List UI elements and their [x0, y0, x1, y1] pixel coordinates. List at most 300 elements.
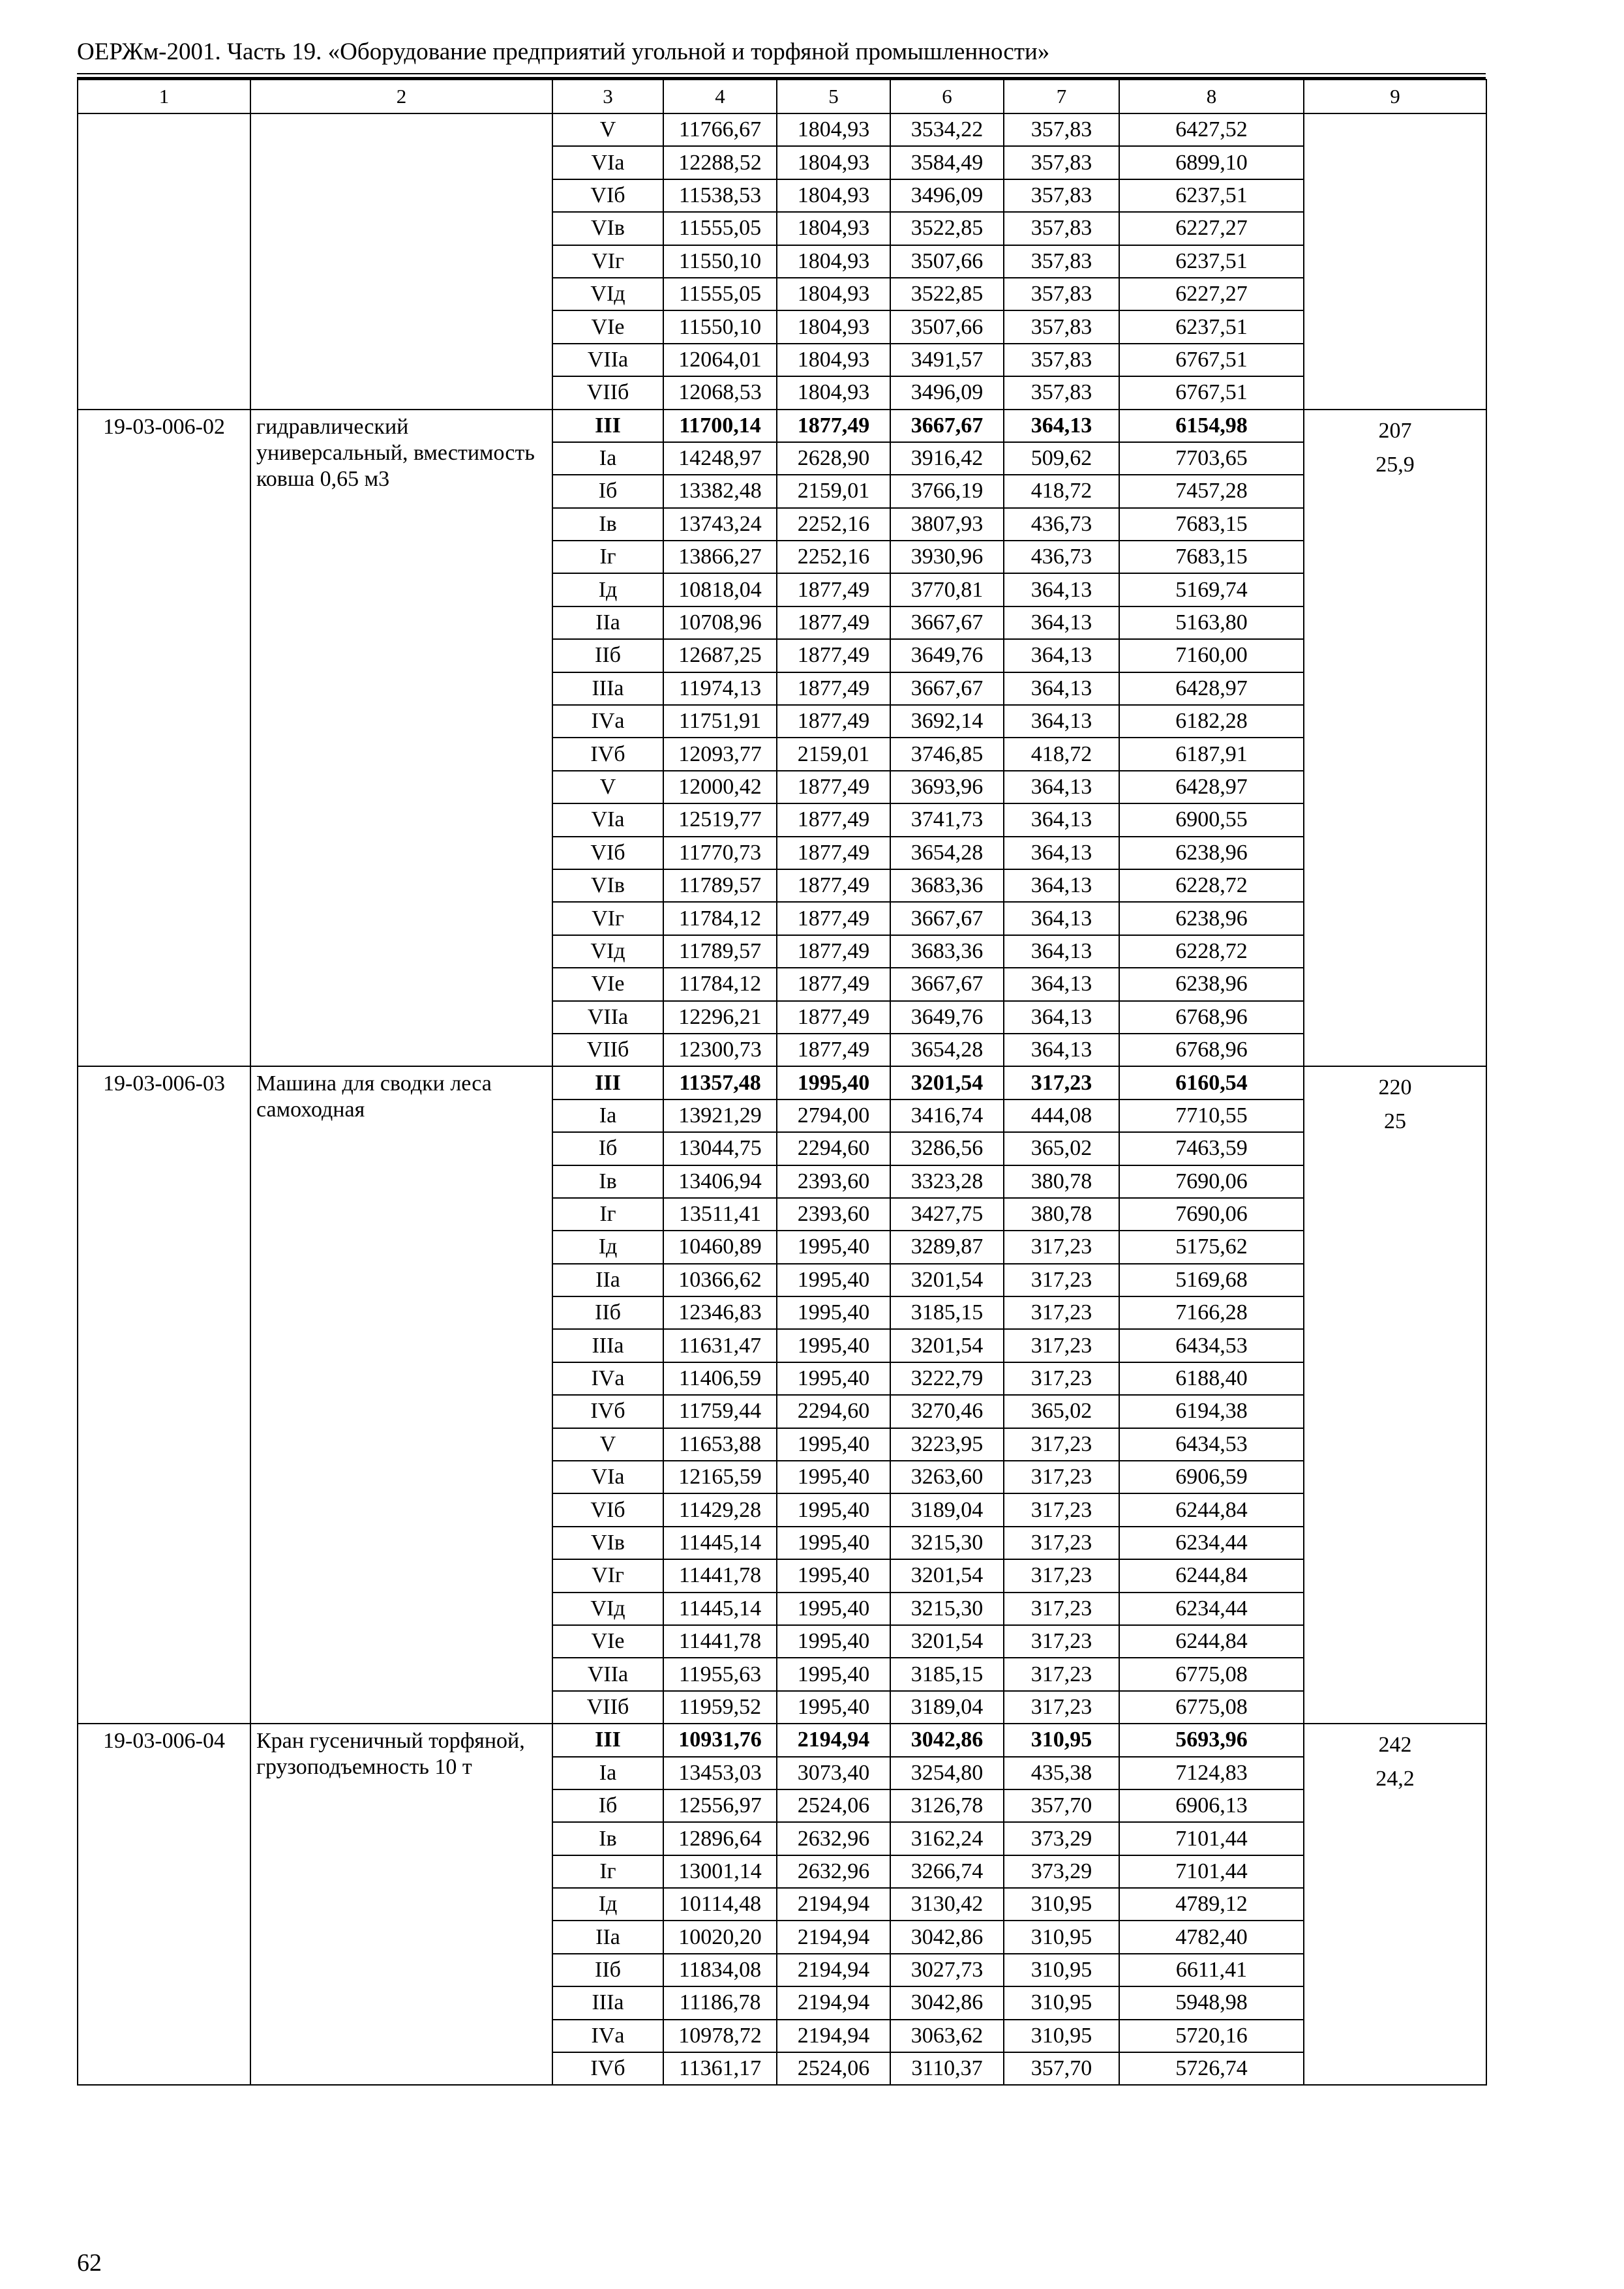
value-cell: 13382,48: [663, 475, 777, 507]
value-cell: 3263,60: [890, 1461, 1004, 1493]
value-cell: 364,13: [1004, 869, 1119, 902]
value-cell: 5693,96: [1119, 1724, 1304, 1756]
value-cell: 357,83: [1004, 344, 1119, 376]
value-cell: 3507,66: [890, 310, 1004, 343]
value-cell: 1995,40: [777, 1493, 890, 1526]
value-cell: 3654,28: [890, 837, 1004, 869]
value-cell: 3522,85: [890, 278, 1004, 310]
value-cell: 6434,53: [1119, 1329, 1304, 1362]
value-cell: 364,13: [1004, 639, 1119, 672]
region-cell: IIIа: [552, 1329, 663, 1362]
value-cell: 6906,59: [1119, 1461, 1304, 1493]
value-cell: 1804,93: [777, 245, 890, 278]
value-cell: 6160,54: [1119, 1066, 1304, 1099]
region-cell: IVа: [552, 2020, 663, 2052]
value-cell: 317,23: [1004, 1593, 1119, 1625]
region-cell: VIIб: [552, 1034, 663, 1066]
value-cell: 3042,86: [890, 1921, 1004, 1953]
region-cell: Iа: [552, 1757, 663, 1789]
value-cell: 444,08: [1004, 1100, 1119, 1132]
value-cell: 4789,12: [1119, 1888, 1304, 1921]
value-cell: 10931,76: [663, 1724, 777, 1756]
value-cell: 1877,49: [777, 705, 890, 738]
value-cell: 5175,62: [1119, 1231, 1304, 1263]
value-cell: 11550,10: [663, 310, 777, 343]
value-cell: 3496,09: [890, 376, 1004, 409]
region-cell: III: [552, 1724, 663, 1756]
value-cell: 3741,73: [890, 803, 1004, 836]
name-cell: гидравлический универсальный, вместимость ковша 0,65 м3: [250, 410, 552, 1067]
value-cell: 5169,74: [1119, 573, 1304, 606]
value-cell: 12896,64: [663, 1822, 777, 1855]
value-cell: 6237,51: [1119, 245, 1304, 278]
value-cell: 364,13: [1004, 410, 1119, 442]
region-cell: Iб: [552, 1132, 663, 1165]
value-cell: 3126,78: [890, 1789, 1004, 1822]
column-header: 9: [1304, 80, 1486, 113]
value-cell: 1995,40: [777, 1691, 890, 1724]
region-cell: VIд: [552, 935, 663, 968]
value-cell: 7463,59: [1119, 1132, 1304, 1165]
value-cell: 373,29: [1004, 1822, 1119, 1855]
value-cell: 7690,06: [1119, 1165, 1304, 1198]
region-cell: VIб: [552, 179, 663, 212]
value-cell: 1804,93: [777, 278, 890, 310]
value-cell: 380,78: [1004, 1165, 1119, 1198]
value-cell: 364,13: [1004, 771, 1119, 803]
value-cell: 4782,40: [1119, 1921, 1304, 1953]
value-cell: 3270,46: [890, 1395, 1004, 1428]
value-cell: 12165,59: [663, 1461, 777, 1493]
region-cell: Iг: [552, 1855, 663, 1888]
region-cell: VIв: [552, 212, 663, 245]
value-cell: 3649,76: [890, 1001, 1004, 1034]
value-cell: 1804,93: [777, 146, 890, 179]
value-cell: 5720,16: [1119, 2020, 1304, 2052]
value-cell: 3130,42: [890, 1888, 1004, 1921]
region-cell: IIб: [552, 1296, 663, 1329]
value-cell: 2794,00: [777, 1100, 890, 1132]
value-cell: 3584,49: [890, 146, 1004, 179]
value-cell: 364,13: [1004, 935, 1119, 968]
value-cell: 2393,60: [777, 1165, 890, 1198]
value-cell: 6227,27: [1119, 278, 1304, 310]
name-cell: Машина для сводки леса самоходная: [250, 1066, 552, 1724]
value-cell: 6237,51: [1119, 310, 1304, 343]
value-cell: 11766,67: [663, 113, 777, 146]
value-cell: 6906,13: [1119, 1789, 1304, 1822]
col9-cell: [1304, 113, 1486, 410]
value-cell: 14248,97: [663, 442, 777, 475]
value-cell: 11784,12: [663, 902, 777, 935]
value-cell: 1804,93: [777, 310, 890, 343]
value-cell: 7124,83: [1119, 1757, 1304, 1789]
region-cell: Iа: [552, 1100, 663, 1132]
value-cell: 1995,40: [777, 1362, 890, 1395]
value-cell: 1877,49: [777, 639, 890, 672]
labor-cost-value: 220: [1378, 1075, 1412, 1100]
value-cell: 1995,40: [777, 1559, 890, 1592]
col9-cell: [1304, 1724, 1486, 2085]
value-cell: 3162,24: [890, 1822, 1004, 1855]
value-cell: 3766,19: [890, 475, 1004, 507]
value-cell: 7703,65: [1119, 442, 1304, 475]
value-cell: 11555,05: [663, 278, 777, 310]
region-cell: Iд: [552, 1888, 663, 1921]
value-cell: 11789,57: [663, 869, 777, 902]
value-cell: 364,13: [1004, 1001, 1119, 1034]
value-cell: 1877,49: [777, 869, 890, 902]
value-cell: 6899,10: [1119, 146, 1304, 179]
wage-value: 25,9: [1376, 452, 1415, 477]
value-cell: 3667,67: [890, 606, 1004, 639]
region-cell: VIд: [552, 278, 663, 310]
value-cell: 11361,17: [663, 2052, 777, 2085]
value-cell: 317,23: [1004, 1066, 1119, 1099]
value-cell: 1995,40: [777, 1329, 890, 1362]
page-number: 62: [77, 2249, 102, 2277]
region-cell: VIб: [552, 1493, 663, 1526]
value-cell: 3667,67: [890, 902, 1004, 935]
value-cell: 3496,09: [890, 179, 1004, 212]
value-cell: 3063,62: [890, 2020, 1004, 2052]
value-cell: 317,23: [1004, 1691, 1119, 1724]
value-cell: 1995,40: [777, 1658, 890, 1690]
value-cell: 2252,16: [777, 541, 890, 573]
value-cell: 317,23: [1004, 1658, 1119, 1690]
region-cell: IIа: [552, 606, 663, 639]
value-cell: 2194,94: [777, 1888, 890, 1921]
value-cell: 1995,40: [777, 1625, 890, 1658]
value-cell: 380,78: [1004, 1198, 1119, 1231]
value-cell: 6244,84: [1119, 1493, 1304, 1526]
value-cell: 5948,98: [1119, 1986, 1304, 2019]
value-cell: 310,95: [1004, 1986, 1119, 2019]
region-cell: VIIа: [552, 344, 663, 376]
value-cell: 357,83: [1004, 212, 1119, 245]
value-cell: 3027,73: [890, 1954, 1004, 1986]
col9-cell: [1304, 1066, 1486, 1724]
region-cell: Iд: [552, 573, 663, 606]
code-cell: [78, 113, 250, 410]
value-cell: 3649,76: [890, 639, 1004, 672]
value-cell: 11974,13: [663, 672, 777, 705]
value-cell: 11538,53: [663, 179, 777, 212]
value-cell: 6187,91: [1119, 738, 1304, 770]
region-cell: IIIа: [552, 672, 663, 705]
value-cell: 3323,28: [890, 1165, 1004, 1198]
value-cell: 1877,49: [777, 803, 890, 836]
value-cell: 6244,84: [1119, 1625, 1304, 1658]
value-cell: 6775,08: [1119, 1691, 1304, 1724]
region-cell: IVб: [552, 1395, 663, 1428]
value-cell: 6768,96: [1119, 1001, 1304, 1034]
code-cell: 19-03-006-02: [78, 410, 250, 1067]
value-cell: 436,73: [1004, 541, 1119, 573]
value-cell: 12288,52: [663, 146, 777, 179]
value-cell: 2194,94: [777, 1954, 890, 1986]
value-cell: 7690,06: [1119, 1198, 1304, 1231]
value-cell: 317,23: [1004, 1493, 1119, 1526]
value-cell: 11631,47: [663, 1329, 777, 1362]
table-row: [78, 113, 1486, 146]
value-cell: 364,13: [1004, 1034, 1119, 1066]
value-cell: 418,72: [1004, 738, 1119, 770]
value-cell: 1877,49: [777, 410, 890, 442]
value-cell: 6228,72: [1119, 869, 1304, 902]
value-cell: 12068,53: [663, 376, 777, 409]
region-cell: IIб: [552, 1954, 663, 1986]
value-cell: 1995,40: [777, 1428, 890, 1461]
value-cell: 5163,80: [1119, 606, 1304, 639]
value-cell: 1877,49: [777, 573, 890, 606]
value-cell: 6238,96: [1119, 968, 1304, 1000]
wage-value: 24,2: [1376, 1767, 1415, 1791]
region-cell: IIа: [552, 1264, 663, 1296]
page-header-title: ОЕРЖм-2001. Часть 19. «Оборудование предприятий угольной и торфяной промышленности»: [77, 38, 1050, 65]
value-cell: 3692,14: [890, 705, 1004, 738]
region-cell: VIIа: [552, 1658, 663, 1690]
name-cell: [250, 113, 552, 410]
value-cell: 3201,54: [890, 1559, 1004, 1592]
region-cell: III: [552, 410, 663, 442]
value-cell: 11653,88: [663, 1428, 777, 1461]
value-cell: 3916,42: [890, 442, 1004, 475]
value-cell: 3222,79: [890, 1362, 1004, 1395]
value-cell: 365,02: [1004, 1395, 1119, 1428]
value-cell: 11955,63: [663, 1658, 777, 1690]
value-cell: 1877,49: [777, 606, 890, 639]
value-cell: 6244,84: [1119, 1559, 1304, 1592]
region-cell: IVб: [552, 738, 663, 770]
region-cell: Iа: [552, 442, 663, 475]
value-cell: 3185,15: [890, 1658, 1004, 1690]
value-cell: 13921,29: [663, 1100, 777, 1132]
region-cell: Iб: [552, 1789, 663, 1822]
value-cell: 1995,40: [777, 1296, 890, 1329]
value-cell: 10366,62: [663, 1264, 777, 1296]
value-cell: 3042,86: [890, 1986, 1004, 2019]
region-cell: Iв: [552, 508, 663, 541]
value-cell: 2194,94: [777, 1724, 890, 1756]
value-cell: 317,23: [1004, 1296, 1119, 1329]
value-cell: 10020,20: [663, 1921, 777, 1953]
value-cell: 364,13: [1004, 968, 1119, 1000]
value-cell: 7160,00: [1119, 639, 1304, 672]
column-header: 3: [552, 80, 663, 113]
value-cell: 418,72: [1004, 475, 1119, 507]
value-cell: 317,23: [1004, 1264, 1119, 1296]
value-cell: 365,02: [1004, 1132, 1119, 1165]
value-cell: 357,83: [1004, 179, 1119, 212]
value-cell: 6234,44: [1119, 1593, 1304, 1625]
value-cell: 6611,41: [1119, 1954, 1304, 1986]
value-cell: 11441,78: [663, 1559, 777, 1592]
value-cell: 10460,89: [663, 1231, 777, 1263]
value-cell: 1877,49: [777, 837, 890, 869]
column-header: 7: [1004, 80, 1119, 113]
column-header: 1: [78, 80, 250, 113]
region-cell: VIа: [552, 803, 663, 836]
value-cell: 317,23: [1004, 1231, 1119, 1263]
value-cell: 13001,14: [663, 1855, 777, 1888]
value-cell: 11759,44: [663, 1395, 777, 1428]
value-cell: 11789,57: [663, 935, 777, 968]
value-cell: 10818,04: [663, 573, 777, 606]
value-cell: 1804,93: [777, 179, 890, 212]
column-number-row: [78, 80, 1486, 113]
value-cell: 357,83: [1004, 310, 1119, 343]
value-cell: 3667,67: [890, 968, 1004, 1000]
region-cell: IVб: [552, 2052, 663, 2085]
value-cell: 2393,60: [777, 1198, 890, 1231]
value-cell: 3416,74: [890, 1100, 1004, 1132]
region-cell: VIIб: [552, 1691, 663, 1724]
value-cell: 357,70: [1004, 1789, 1119, 1822]
value-cell: 1877,49: [777, 935, 890, 968]
price-table-container: [77, 79, 1486, 2086]
value-cell: 1804,93: [777, 113, 890, 146]
region-cell: V: [552, 1428, 663, 1461]
region-cell: Iд: [552, 1231, 663, 1263]
value-cell: 1877,49: [777, 968, 890, 1000]
value-cell: 13406,94: [663, 1165, 777, 1198]
table-body: [78, 113, 1486, 2085]
value-cell: 3427,75: [890, 1198, 1004, 1231]
value-cell: 11429,28: [663, 1493, 777, 1526]
region-cell: Iв: [552, 1165, 663, 1198]
value-cell: 3930,96: [890, 541, 1004, 573]
value-cell: 11751,91: [663, 705, 777, 738]
value-cell: 1877,49: [777, 672, 890, 705]
value-cell: 2159,01: [777, 475, 890, 507]
table-row: [78, 1724, 1486, 1756]
region-cell: Iг: [552, 1198, 663, 1231]
value-cell: 7683,15: [1119, 541, 1304, 573]
value-cell: 6428,97: [1119, 771, 1304, 803]
value-cell: 3215,30: [890, 1527, 1004, 1559]
value-cell: 317,23: [1004, 1559, 1119, 1592]
value-cell: 3110,37: [890, 2052, 1004, 2085]
region-cell: Iв: [552, 1822, 663, 1855]
value-cell: 3201,54: [890, 1066, 1004, 1099]
value-cell: 6767,51: [1119, 344, 1304, 376]
value-cell: 3266,74: [890, 1855, 1004, 1888]
labor-cost-value: 242: [1378, 1733, 1412, 1758]
value-cell: 310,95: [1004, 1888, 1119, 1921]
value-cell: 310,95: [1004, 1954, 1119, 1986]
value-cell: 2524,06: [777, 1789, 890, 1822]
value-cell: 317,23: [1004, 1428, 1119, 1461]
value-cell: 13743,24: [663, 508, 777, 541]
value-cell: 317,23: [1004, 1329, 1119, 1362]
value-cell: 6428,97: [1119, 672, 1304, 705]
price-table: [77, 79, 1487, 2086]
value-cell: 1995,40: [777, 1066, 890, 1099]
value-cell: 364,13: [1004, 672, 1119, 705]
value-cell: 11441,78: [663, 1625, 777, 1658]
value-cell: 357,83: [1004, 146, 1119, 179]
region-cell: VIIб: [552, 376, 663, 409]
value-cell: 3289,87: [890, 1231, 1004, 1263]
value-cell: 12093,77: [663, 738, 777, 770]
value-cell: 3667,67: [890, 410, 1004, 442]
value-cell: 357,83: [1004, 376, 1119, 409]
value-cell: 1995,40: [777, 1264, 890, 1296]
value-cell: 1877,49: [777, 902, 890, 935]
value-cell: 12000,42: [663, 771, 777, 803]
value-cell: 10708,96: [663, 606, 777, 639]
value-cell: 1877,49: [777, 771, 890, 803]
code-cell: 19-03-006-04: [78, 1724, 250, 2085]
column-header: 6: [890, 80, 1004, 113]
value-cell: 13044,75: [663, 1132, 777, 1165]
value-cell: 2632,96: [777, 1855, 890, 1888]
value-cell: 2294,60: [777, 1132, 890, 1165]
value-cell: 357,83: [1004, 113, 1119, 146]
region-cell: Iб: [552, 475, 663, 507]
region-cell: VIб: [552, 837, 663, 869]
value-cell: 357,83: [1004, 245, 1119, 278]
value-cell: 310,95: [1004, 1724, 1119, 1756]
value-cell: 12300,73: [663, 1034, 777, 1066]
value-cell: 11834,08: [663, 1954, 777, 1986]
region-cell: VIе: [552, 1625, 663, 1658]
value-cell: 3201,54: [890, 1264, 1004, 1296]
value-cell: 364,13: [1004, 606, 1119, 639]
value-cell: 317,23: [1004, 1527, 1119, 1559]
value-cell: 6427,52: [1119, 113, 1304, 146]
region-cell: VIг: [552, 1559, 663, 1592]
value-cell: 1995,40: [777, 1527, 890, 1559]
region-cell: IIа: [552, 1921, 663, 1953]
value-cell: 5169,68: [1119, 1264, 1304, 1296]
value-cell: 10114,48: [663, 1888, 777, 1921]
column-header: 8: [1119, 80, 1304, 113]
value-cell: 435,38: [1004, 1757, 1119, 1789]
region-cell: VIе: [552, 968, 663, 1000]
value-cell: 364,13: [1004, 705, 1119, 738]
value-cell: 1877,49: [777, 1001, 890, 1034]
value-cell: 3185,15: [890, 1296, 1004, 1329]
value-cell: 7166,28: [1119, 1296, 1304, 1329]
wage-value: 25: [1384, 1109, 1406, 1134]
value-cell: 364,13: [1004, 902, 1119, 935]
region-cell: VIв: [552, 1527, 663, 1559]
value-cell: 2194,94: [777, 2020, 890, 2052]
value-cell: 11357,48: [663, 1066, 777, 1099]
value-cell: 3491,57: [890, 344, 1004, 376]
value-cell: 2159,01: [777, 738, 890, 770]
value-cell: 3042,86: [890, 1724, 1004, 1756]
value-cell: 6234,44: [1119, 1527, 1304, 1559]
value-cell: 7101,44: [1119, 1822, 1304, 1855]
value-cell: 11186,78: [663, 1986, 777, 2019]
value-cell: 7457,28: [1119, 475, 1304, 507]
value-cell: 364,13: [1004, 803, 1119, 836]
region-cell: V: [552, 113, 663, 146]
value-cell: 11445,14: [663, 1527, 777, 1559]
value-cell: 12556,97: [663, 1789, 777, 1822]
value-cell: 509,62: [1004, 442, 1119, 475]
value-cell: 3189,04: [890, 1493, 1004, 1526]
value-cell: 6434,53: [1119, 1428, 1304, 1461]
value-cell: 11445,14: [663, 1593, 777, 1625]
value-cell: 5726,74: [1119, 2052, 1304, 2085]
value-cell: 3746,85: [890, 738, 1004, 770]
value-cell: 310,95: [1004, 2020, 1119, 2052]
value-cell: 357,70: [1004, 2052, 1119, 2085]
